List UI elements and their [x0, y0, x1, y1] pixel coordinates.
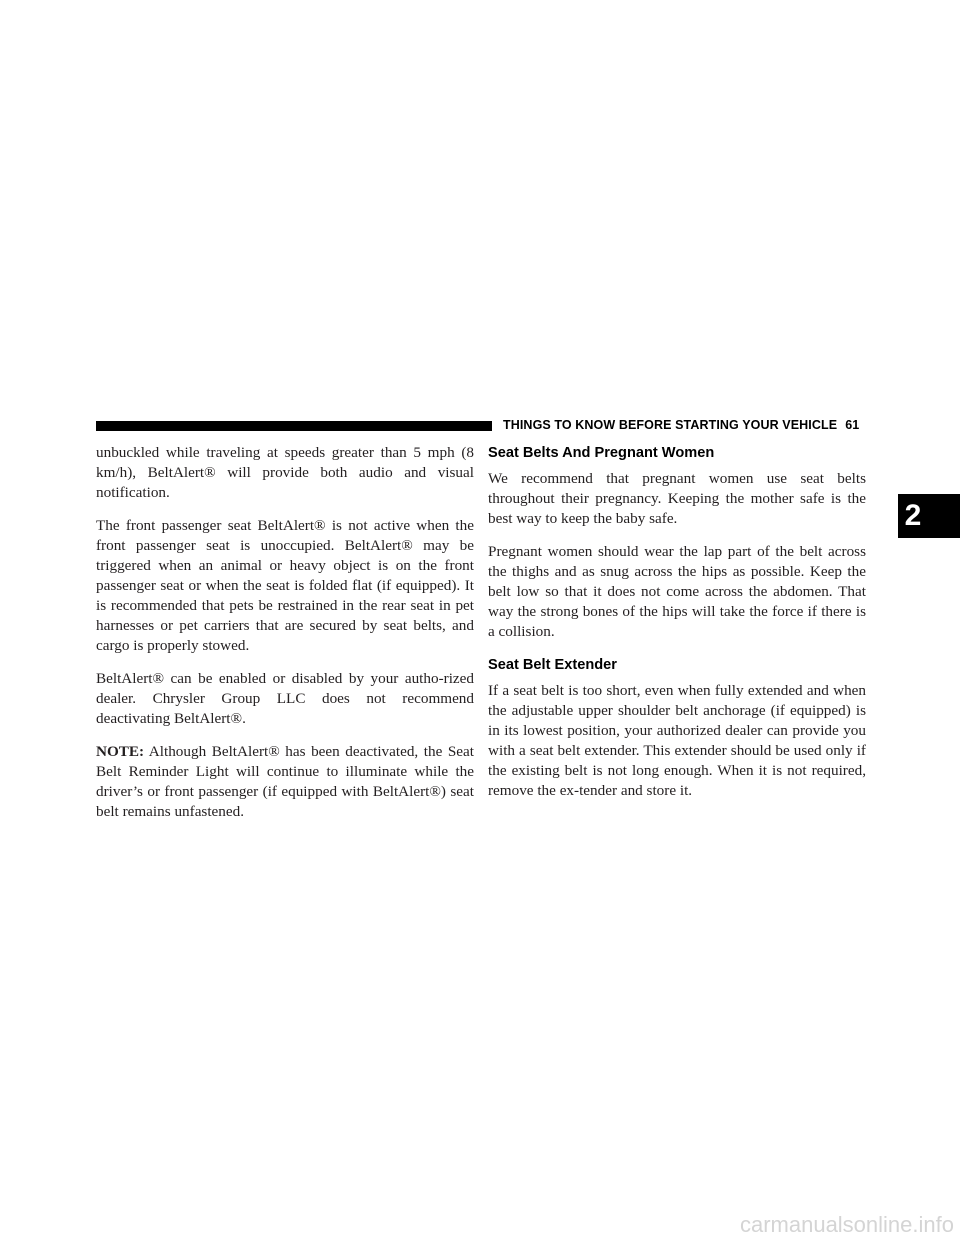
page-number: 61: [845, 418, 860, 432]
heading-pregnant-women: Seat Belts And Pregnant Women: [488, 445, 715, 461]
left-column: [96, 443, 474, 835]
header-title: THINGS TO KNOW BEFORE STARTING YOUR VEHICLE: [503, 418, 838, 432]
note-text: Although BeltAlert® has been deactivated, the Seat Belt Reminder Light will continue to illuminate while the driver’s or front passenger (if equipped with BeltAlert®) seat belt remains unfastened.: [96, 743, 474, 820]
chapter-tab-number: 2: [904, 499, 922, 532]
paragraph-beltalert-enable-disable: BeltAlert® can be enabled or disabled by your autho-rized dealer. Chrysler Group LLC does not recommend deactivating BeltAlert®.: [96, 670, 474, 727]
paragraph-seat-belt-extender: If a seat belt is too short, even when fully extended and when the adjustable upper shoulder belt anchorage (if equipped) is in its lowest position, your authorized dealer can provide you with a seat belt extender. This extender should be used only if the existing belt is not long enough. When it is not required, remove the ex-tender and store it.: [488, 682, 866, 799]
paragraph-front-passenger-beltalert: The front passenger seat BeltAlert® is not active when the front passenger seat is unoccupied. BeltAlert® may be triggered when an animal or heavy object is on the front passenger seat or when the seat is folded flat (if equipped). It is recommended that pets be restrained in the rear seat in pet harnesses or pet carriers that are secured by seat belts, and cargo is properly stowed.: [96, 517, 474, 654]
running-header: [503, 418, 866, 432]
right-column: [488, 443, 866, 814]
paragraph-lap-belt-position: Pregnant women should wear the lap part of the belt across the thighs and as snug across the hips as possible. Keep the belt low so that it does not come across the abdomen. That way the strong bones of the hips will take the force if there is a collision.: [488, 543, 866, 640]
header-rule: [96, 421, 492, 431]
paragraph-beltalert-notification: unbuckled while traveling at speeds greater than 5 mph (8 km/h), BeltAlert® will provide both audio and visual notification.: [96, 444, 474, 501]
paragraph-pregnancy-recommendation: We recommend that pregnant women use seat belts throughout their pregnancy. Keeping the mother safe is the best way to keep the baby safe.: [488, 470, 866, 527]
note-paragraph: [96, 742, 474, 822]
note-label: NOTE:: [96, 743, 145, 760]
heading-seat-belt-extender: Seat Belt Extender: [488, 657, 617, 673]
watermark-text: carmanualsonline.info: [739, 1212, 954, 1237]
